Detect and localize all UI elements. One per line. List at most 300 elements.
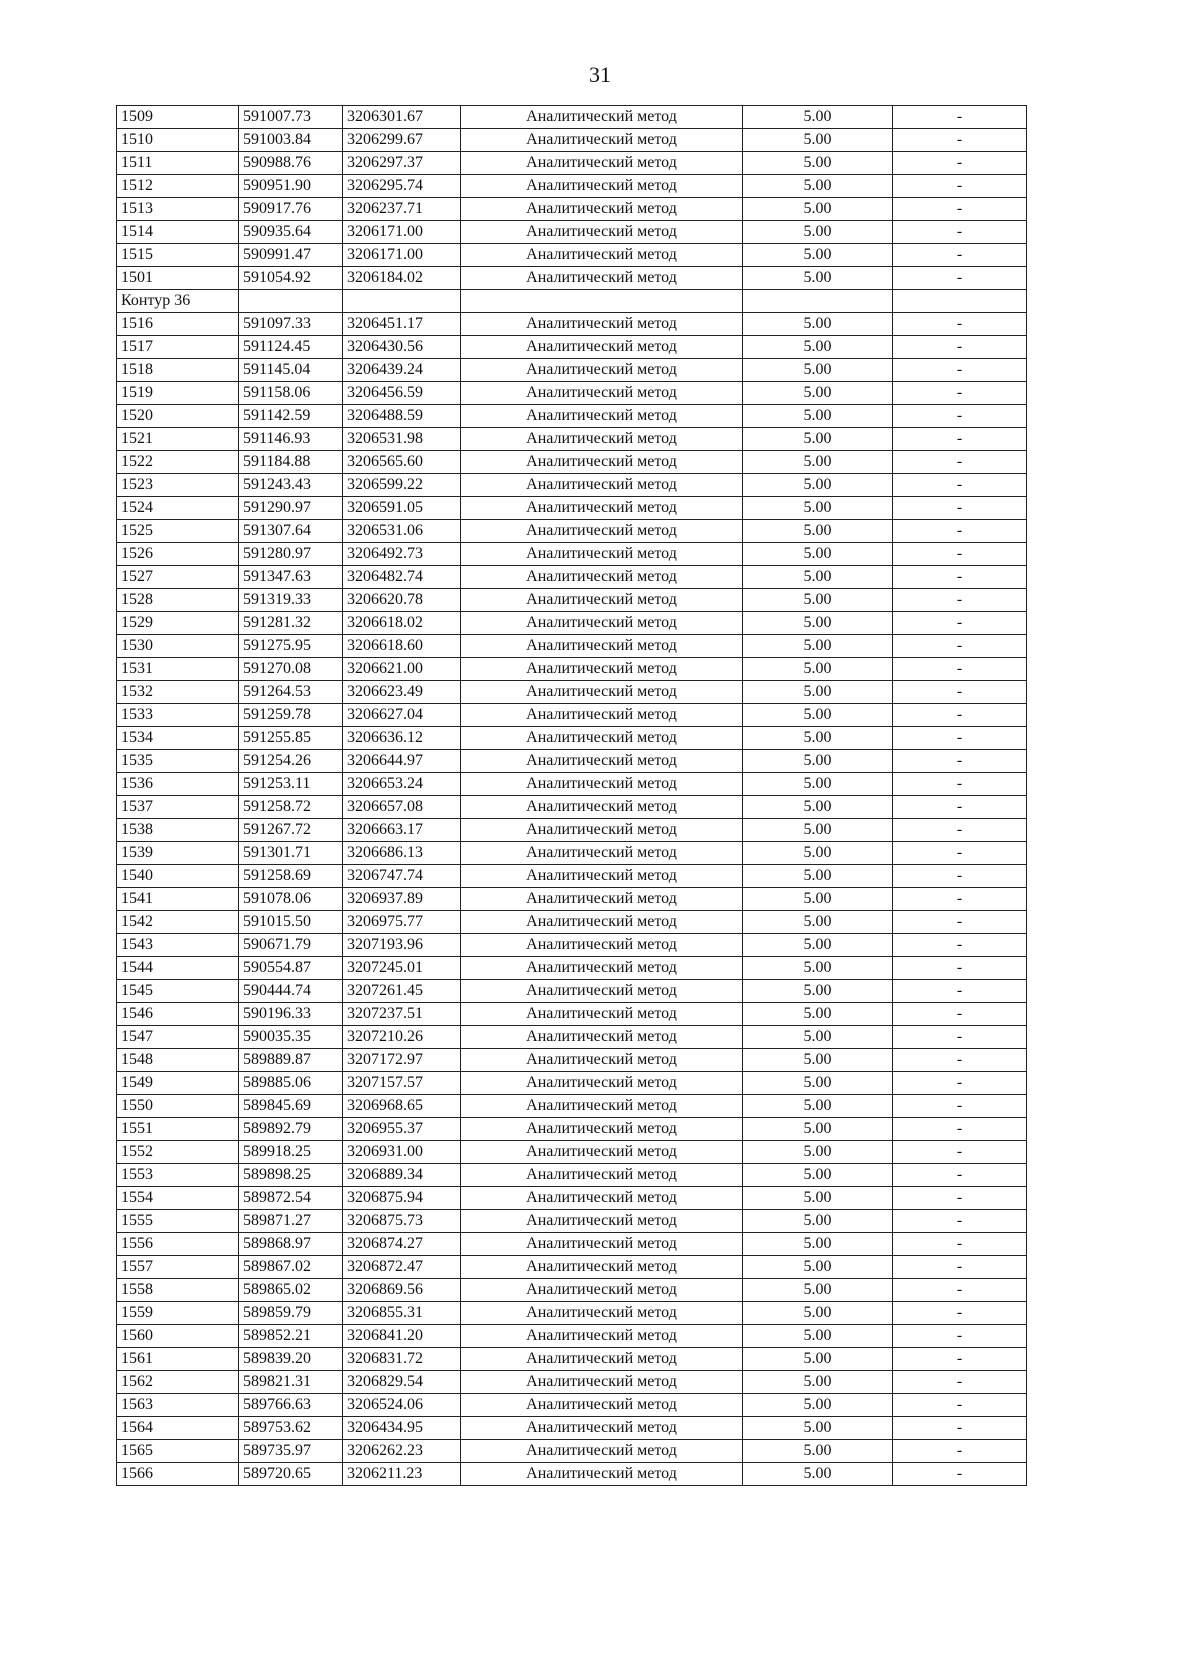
description-cell: - [893, 474, 1027, 497]
description-cell: - [893, 543, 1027, 566]
table-row [117, 1187, 1027, 1210]
y-coordinate-cell: 3207193.96 [343, 934, 461, 957]
table-body [117, 106, 1027, 1486]
y-coordinate-cell: 3206875.73 [343, 1210, 461, 1233]
precision-cell: 5.00 [743, 750, 893, 773]
table-row [117, 1302, 1027, 1325]
method-cell: Аналитический метод [461, 589, 743, 612]
table-row [117, 1417, 1027, 1440]
precision-cell: 5.00 [743, 957, 893, 980]
table-row [117, 1210, 1027, 1233]
precision-cell: 5.00 [743, 221, 893, 244]
y-coordinate-cell: 3206618.02 [343, 612, 461, 635]
x-coordinate-cell: 590671.79 [239, 934, 343, 957]
description-cell: - [893, 1210, 1027, 1233]
point-number-cell: 1556 [117, 1233, 239, 1256]
method-cell: Аналитический метод [461, 1440, 743, 1463]
point-number-cell: 1510 [117, 129, 239, 152]
description-cell: - [893, 1233, 1027, 1256]
x-coordinate-cell: 589859.79 [239, 1302, 343, 1325]
table-row [117, 980, 1027, 1003]
table-row [117, 382, 1027, 405]
precision-cell: 5.00 [743, 1141, 893, 1164]
x-coordinate-cell: 591255.85 [239, 727, 343, 750]
table-row [117, 474, 1027, 497]
y-coordinate-cell: 3206488.59 [343, 405, 461, 428]
method-cell: Аналитический метод [461, 681, 743, 704]
x-coordinate-cell: 589735.97 [239, 1440, 343, 1463]
method-cell: Аналитический метод [461, 1210, 743, 1233]
description-cell: - [893, 934, 1027, 957]
table-row [117, 658, 1027, 681]
y-coordinate-cell: 3206875.94 [343, 1187, 461, 1210]
empty-cell [239, 290, 343, 313]
y-coordinate-cell: 3206636.12 [343, 727, 461, 750]
description-cell: - [893, 106, 1027, 129]
point-number-cell: 1555 [117, 1210, 239, 1233]
description-cell: - [893, 727, 1027, 750]
description-cell: - [893, 1440, 1027, 1463]
method-cell: Аналитический метод [461, 359, 743, 382]
method-cell: Аналитический метод [461, 1279, 743, 1302]
table-row [117, 842, 1027, 865]
x-coordinate-cell: 591254.26 [239, 750, 343, 773]
description-cell: - [893, 842, 1027, 865]
y-coordinate-cell: 3206955.37 [343, 1118, 461, 1141]
point-number-cell: 1552 [117, 1141, 239, 1164]
point-number-cell: 1551 [117, 1118, 239, 1141]
x-coordinate-cell: 591124.45 [239, 336, 343, 359]
precision-cell: 5.00 [743, 405, 893, 428]
precision-cell: 5.00 [743, 566, 893, 589]
description-cell: - [893, 566, 1027, 589]
table-row [117, 911, 1027, 934]
x-coordinate-cell: 589753.62 [239, 1417, 343, 1440]
table-row [117, 152, 1027, 175]
table-row [117, 221, 1027, 244]
description-cell: - [893, 428, 1027, 451]
precision-cell: 5.00 [743, 543, 893, 566]
precision-cell: 5.00 [743, 474, 893, 497]
point-number-cell: 1523 [117, 474, 239, 497]
table-row [117, 1026, 1027, 1049]
table-row [117, 1348, 1027, 1371]
y-coordinate-cell: 3206874.27 [343, 1233, 461, 1256]
method-cell: Аналитический метод [461, 888, 743, 911]
y-coordinate-cell: 3207261.45 [343, 980, 461, 1003]
x-coordinate-cell: 591078.06 [239, 888, 343, 911]
precision-cell: 5.00 [743, 819, 893, 842]
y-coordinate-cell: 3206262.23 [343, 1440, 461, 1463]
point-number-cell: 1566 [117, 1463, 239, 1486]
y-coordinate-cell: 3206618.60 [343, 635, 461, 658]
point-number-cell: 1538 [117, 819, 239, 842]
method-cell: Аналитический метод [461, 106, 743, 129]
table-row [117, 106, 1027, 129]
method-cell: Аналитический метод [461, 1003, 743, 1026]
description-cell: - [893, 1072, 1027, 1095]
table-row [117, 1095, 1027, 1118]
point-number-cell: 1541 [117, 888, 239, 911]
method-cell: Аналитический метод [461, 750, 743, 773]
y-coordinate-cell: 3206831.72 [343, 1348, 461, 1371]
point-number-cell: 1550 [117, 1095, 239, 1118]
x-coordinate-cell: 589852.21 [239, 1325, 343, 1348]
precision-cell: 5.00 [743, 1026, 893, 1049]
y-coordinate-cell: 3206297.37 [343, 152, 461, 175]
method-cell: Аналитический метод [461, 727, 743, 750]
y-coordinate-cell: 3206657.08 [343, 796, 461, 819]
y-coordinate-cell: 3206591.05 [343, 497, 461, 520]
description-cell: - [893, 1371, 1027, 1394]
precision-cell: 5.00 [743, 980, 893, 1003]
y-coordinate-cell: 3206653.24 [343, 773, 461, 796]
method-cell: Аналитический метод [461, 911, 743, 934]
y-coordinate-cell: 3206623.49 [343, 681, 461, 704]
description-cell: - [893, 175, 1027, 198]
table-row [117, 129, 1027, 152]
y-coordinate-cell: 3206171.00 [343, 221, 461, 244]
y-coordinate-cell: 3206627.04 [343, 704, 461, 727]
x-coordinate-cell: 589720.65 [239, 1463, 343, 1486]
point-number-cell: 1529 [117, 612, 239, 635]
y-coordinate-cell: 3206439.24 [343, 359, 461, 382]
x-coordinate-cell: 590991.47 [239, 244, 343, 267]
precision-cell: 5.00 [743, 1279, 893, 1302]
x-coordinate-cell: 591280.97 [239, 543, 343, 566]
y-coordinate-cell: 3206872.47 [343, 1256, 461, 1279]
y-coordinate-cell: 3206456.59 [343, 382, 461, 405]
description-cell: - [893, 267, 1027, 290]
x-coordinate-cell: 591097.33 [239, 313, 343, 336]
method-cell: Аналитический метод [461, 1325, 743, 1348]
y-coordinate-cell: 3206301.67 [343, 106, 461, 129]
table-row [117, 1003, 1027, 1026]
method-cell: Аналитический метод [461, 704, 743, 727]
y-coordinate-cell: 3206565.60 [343, 451, 461, 474]
method-cell: Аналитический метод [461, 773, 743, 796]
precision-cell: 5.00 [743, 773, 893, 796]
table-row [117, 934, 1027, 957]
description-cell: - [893, 911, 1027, 934]
y-coordinate-cell: 3206889.34 [343, 1164, 461, 1187]
method-cell: Аналитический метод [461, 1095, 743, 1118]
table-row [117, 1233, 1027, 1256]
precision-cell: 5.00 [743, 1371, 893, 1394]
x-coordinate-cell: 589865.02 [239, 1279, 343, 1302]
point-number-cell: 1533 [117, 704, 239, 727]
point-number-cell: 1548 [117, 1049, 239, 1072]
x-coordinate-cell: 589892.79 [239, 1118, 343, 1141]
point-number-cell: 1557 [117, 1256, 239, 1279]
description-cell: - [893, 1026, 1027, 1049]
precision-cell: 5.00 [743, 934, 893, 957]
description-cell: - [893, 382, 1027, 405]
point-number-cell: 1561 [117, 1348, 239, 1371]
x-coordinate-cell: 589898.25 [239, 1164, 343, 1187]
table-row [117, 405, 1027, 428]
table-row [117, 451, 1027, 474]
precision-cell: 5.00 [743, 1463, 893, 1486]
table-row [117, 175, 1027, 198]
point-number-cell: 1521 [117, 428, 239, 451]
method-cell: Аналитический метод [461, 1072, 743, 1095]
method-cell: Аналитический метод [461, 1026, 743, 1049]
x-coordinate-cell: 591258.72 [239, 796, 343, 819]
point-number-cell: 1528 [117, 589, 239, 612]
x-coordinate-cell: 589871.27 [239, 1210, 343, 1233]
precision-cell: 5.00 [743, 681, 893, 704]
x-coordinate-cell: 590444.74 [239, 980, 343, 1003]
x-coordinate-cell: 589918.25 [239, 1141, 343, 1164]
point-number-cell: 1535 [117, 750, 239, 773]
method-cell: Аналитический метод [461, 382, 743, 405]
description-cell: - [893, 1325, 1027, 1348]
description-cell: - [893, 1141, 1027, 1164]
precision-cell: 5.00 [743, 106, 893, 129]
method-cell: Аналитический метод [461, 152, 743, 175]
x-coordinate-cell: 591258.69 [239, 865, 343, 888]
point-number-cell: 1553 [117, 1164, 239, 1187]
x-coordinate-cell: 590196.33 [239, 1003, 343, 1026]
y-coordinate-cell: 3206492.73 [343, 543, 461, 566]
description-cell: - [893, 1256, 1027, 1279]
table-row [117, 1049, 1027, 1072]
description-cell: - [893, 589, 1027, 612]
y-coordinate-cell: 3206937.89 [343, 888, 461, 911]
table-row [117, 612, 1027, 635]
method-cell: Аналитический метод [461, 520, 743, 543]
description-cell: - [893, 336, 1027, 359]
y-coordinate-cell: 3206299.67 [343, 129, 461, 152]
point-number-cell: 1524 [117, 497, 239, 520]
method-cell: Аналитический метод [461, 796, 743, 819]
method-cell: Аналитический метод [461, 1141, 743, 1164]
table-row [117, 589, 1027, 612]
precision-cell: 5.00 [743, 911, 893, 934]
method-cell: Аналитический метод [461, 129, 743, 152]
precision-cell: 5.00 [743, 796, 893, 819]
table-row [117, 244, 1027, 267]
precision-cell: 5.00 [743, 589, 893, 612]
y-coordinate-cell: 3206184.02 [343, 267, 461, 290]
precision-cell: 5.00 [743, 382, 893, 405]
x-coordinate-cell: 589889.87 [239, 1049, 343, 1072]
method-cell: Аналитический метод [461, 957, 743, 980]
description-cell: - [893, 1348, 1027, 1371]
point-number-cell: 1512 [117, 175, 239, 198]
method-cell: Аналитический метод [461, 405, 743, 428]
table-row [117, 313, 1027, 336]
x-coordinate-cell: 591054.92 [239, 267, 343, 290]
description-cell: - [893, 888, 1027, 911]
table-row [117, 1371, 1027, 1394]
x-coordinate-cell: 589845.69 [239, 1095, 343, 1118]
point-number-cell: 1560 [117, 1325, 239, 1348]
description-cell: - [893, 773, 1027, 796]
table-row [117, 1118, 1027, 1141]
empty-cell [743, 290, 893, 313]
x-coordinate-cell: 590988.76 [239, 152, 343, 175]
x-coordinate-cell: 591007.73 [239, 106, 343, 129]
section-title-cell: Контур 36 [117, 290, 239, 313]
description-cell: - [893, 612, 1027, 635]
point-number-cell: 1546 [117, 1003, 239, 1026]
point-number-cell: 1549 [117, 1072, 239, 1095]
point-number-cell: 1547 [117, 1026, 239, 1049]
y-coordinate-cell: 3206430.56 [343, 336, 461, 359]
precision-cell: 5.00 [743, 704, 893, 727]
y-coordinate-cell: 3206644.97 [343, 750, 461, 773]
point-number-cell: 1513 [117, 198, 239, 221]
x-coordinate-cell: 589821.31 [239, 1371, 343, 1394]
y-coordinate-cell: 3206931.00 [343, 1141, 461, 1164]
precision-cell: 5.00 [743, 1187, 893, 1210]
point-number-cell: 1542 [117, 911, 239, 934]
x-coordinate-cell: 590951.90 [239, 175, 343, 198]
x-coordinate-cell: 591307.64 [239, 520, 343, 543]
method-cell: Аналитический метод [461, 612, 743, 635]
method-cell: Аналитический метод [461, 244, 743, 267]
x-coordinate-cell: 591319.33 [239, 589, 343, 612]
x-coordinate-cell: 590035.35 [239, 1026, 343, 1049]
point-number-cell: 1516 [117, 313, 239, 336]
point-number-cell: 1545 [117, 980, 239, 1003]
precision-cell: 5.00 [743, 1072, 893, 1095]
precision-cell: 5.00 [743, 865, 893, 888]
point-number-cell: 1518 [117, 359, 239, 382]
table-row [117, 865, 1027, 888]
table-row [117, 1279, 1027, 1302]
point-number-cell: 1540 [117, 865, 239, 888]
y-coordinate-cell: 3206621.00 [343, 658, 461, 681]
description-cell: - [893, 198, 1027, 221]
precision-cell: 5.00 [743, 428, 893, 451]
precision-cell: 5.00 [743, 1325, 893, 1348]
precision-cell: 5.00 [743, 1210, 893, 1233]
method-cell: Аналитический метод [461, 336, 743, 359]
point-number-cell: 1536 [117, 773, 239, 796]
y-coordinate-cell: 3206841.20 [343, 1325, 461, 1348]
description-cell: - [893, 152, 1027, 175]
description-cell: - [893, 1187, 1027, 1210]
point-number-cell: 1530 [117, 635, 239, 658]
description-cell: - [893, 635, 1027, 658]
precision-cell: 5.00 [743, 267, 893, 290]
y-coordinate-cell: 3206531.06 [343, 520, 461, 543]
description-cell: - [893, 1302, 1027, 1325]
precision-cell: 5.00 [743, 1348, 893, 1371]
method-cell: Аналитический метод [461, 267, 743, 290]
precision-cell: 5.00 [743, 175, 893, 198]
method-cell: Аналитический метод [461, 934, 743, 957]
table-row [117, 681, 1027, 704]
y-coordinate-cell: 3206599.22 [343, 474, 461, 497]
precision-cell: 5.00 [743, 359, 893, 382]
point-number-cell: 1511 [117, 152, 239, 175]
table-row [117, 750, 1027, 773]
method-cell: Аналитический метод [461, 1463, 743, 1486]
point-number-cell: 1565 [117, 1440, 239, 1463]
precision-cell: 5.00 [743, 1417, 893, 1440]
description-cell: - [893, 681, 1027, 704]
precision-cell: 5.00 [743, 152, 893, 175]
method-cell: Аналитический метод [461, 1302, 743, 1325]
precision-cell: 5.00 [743, 1440, 893, 1463]
precision-cell: 5.00 [743, 497, 893, 520]
method-cell: Аналитический метод [461, 1394, 743, 1417]
y-coordinate-cell: 3206620.78 [343, 589, 461, 612]
x-coordinate-cell: 591301.71 [239, 842, 343, 865]
point-number-cell: 1539 [117, 842, 239, 865]
point-number-cell: 1544 [117, 957, 239, 980]
method-cell: Аналитический метод [461, 543, 743, 566]
precision-cell: 5.00 [743, 451, 893, 474]
table-row [117, 773, 1027, 796]
table-row [117, 543, 1027, 566]
point-number-cell: 1520 [117, 405, 239, 428]
x-coordinate-cell: 590917.76 [239, 198, 343, 221]
precision-cell: 5.00 [743, 1003, 893, 1026]
point-number-cell: 1526 [117, 543, 239, 566]
x-coordinate-cell: 590935.64 [239, 221, 343, 244]
precision-cell: 5.00 [743, 727, 893, 750]
table-row [117, 635, 1027, 658]
x-coordinate-cell: 589766.63 [239, 1394, 343, 1417]
method-cell: Аналитический метод [461, 1371, 743, 1394]
method-cell: Аналитический метод [461, 497, 743, 520]
empty-cell [893, 290, 1027, 313]
description-cell: - [893, 313, 1027, 336]
precision-cell: 5.00 [743, 520, 893, 543]
method-cell: Аналитический метод [461, 980, 743, 1003]
y-coordinate-cell: 3206434.95 [343, 1417, 461, 1440]
empty-cell [343, 290, 461, 313]
precision-cell: 5.00 [743, 1394, 893, 1417]
table-row [117, 1256, 1027, 1279]
x-coordinate-cell: 591264.53 [239, 681, 343, 704]
description-cell: - [893, 221, 1027, 244]
method-cell: Аналитический метод [461, 175, 743, 198]
table-row [117, 819, 1027, 842]
y-coordinate-cell: 3206295.74 [343, 175, 461, 198]
y-coordinate-cell: 3206686.13 [343, 842, 461, 865]
table-row [117, 336, 1027, 359]
method-cell: Аналитический метод [461, 474, 743, 497]
method-cell: Аналитический метод [461, 1417, 743, 1440]
x-coordinate-cell: 589868.97 [239, 1233, 343, 1256]
method-cell: Аналитический метод [461, 566, 743, 589]
point-number-cell: 1509 [117, 106, 239, 129]
method-cell: Аналитический метод [461, 1049, 743, 1072]
x-coordinate-cell: 590554.87 [239, 957, 343, 980]
table-row [117, 957, 1027, 980]
precision-cell: 5.00 [743, 635, 893, 658]
y-coordinate-cell: 3206975.77 [343, 911, 461, 934]
x-coordinate-cell: 589867.02 [239, 1256, 343, 1279]
x-coordinate-cell: 591003.84 [239, 129, 343, 152]
method-cell: Аналитический метод [461, 451, 743, 474]
description-cell: - [893, 865, 1027, 888]
point-number-cell: 1563 [117, 1394, 239, 1417]
description-cell: - [893, 957, 1027, 980]
description-cell: - [893, 980, 1027, 1003]
precision-cell: 5.00 [743, 1118, 893, 1141]
description-cell: - [893, 1279, 1027, 1302]
point-number-cell: 1559 [117, 1302, 239, 1325]
x-coordinate-cell: 589839.20 [239, 1348, 343, 1371]
y-coordinate-cell: 3206524.06 [343, 1394, 461, 1417]
